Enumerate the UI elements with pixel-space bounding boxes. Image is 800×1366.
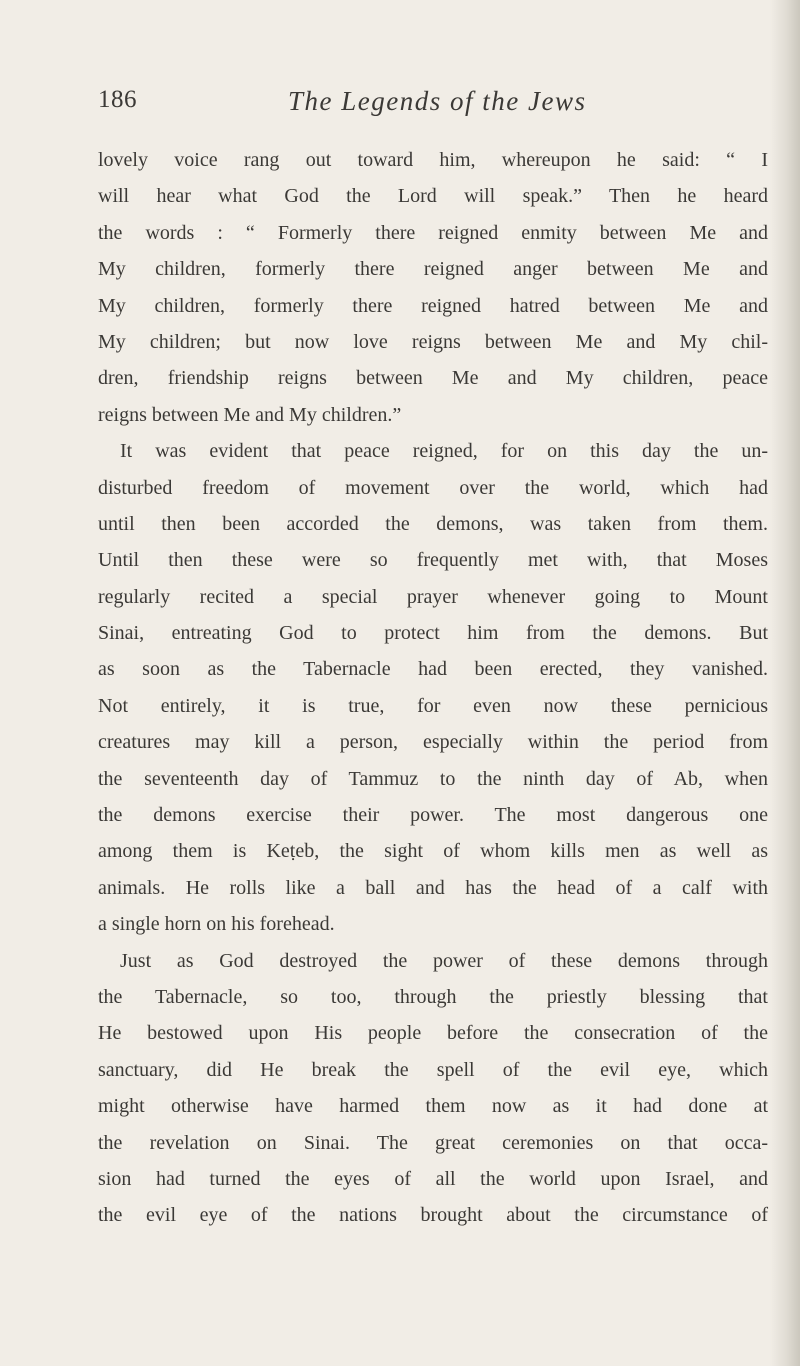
paragraph-start-line: It was evident that peace reigned, for on this day the un-	[120, 440, 768, 463]
text-line: dren, friendship reigns between Me and My children, peace	[98, 367, 768, 390]
text-line: as soon as the Tabernacle had been erected, they vanished.	[98, 658, 768, 681]
text-line: the demons exercise their power. The most dangerous one	[98, 804, 768, 827]
text-line: My children, formerly there reigned hatred between Me and	[98, 294, 768, 317]
body-text	[98, 142, 768, 1234]
text-line: Sinai, entreating God to protect him from the demons. But	[98, 622, 768, 645]
text-line: My children; but now love reigns between Me and My chil-	[98, 330, 768, 353]
text-line: My children, formerly there reigned anger between Me and	[98, 258, 768, 281]
text-line: sion had turned the eyes of all the world upon Israel, and	[98, 1167, 768, 1190]
text-line: disturbed freedom of movement over the world, which had	[98, 476, 768, 499]
text-line: sanctuary, did He break the spell of the evil eye, which	[98, 1058, 768, 1081]
text-line: the revelation on Sinai. The great ceremonies on that occa-	[98, 1131, 768, 1154]
page-number: 186	[98, 86, 137, 113]
text-line: the evil eye of the nations brought about the circumstance of	[98, 1204, 768, 1227]
text-line: regularly recited a special prayer whenever going to Mount	[98, 585, 768, 608]
text-line: the seventeenth day of Tammuz to the ninth day of Ab, when	[98, 767, 768, 790]
text-line: animals. He rolls like a ball and has the head of a calf with	[98, 876, 768, 899]
text-line: He bestowed upon His people before the consecration of the	[98, 1022, 768, 1045]
text-line: the words : “ Formerly there reigned enmity between Me and	[98, 221, 768, 244]
text-line: Not entirely, it is true, for even now these pernicious	[98, 694, 768, 717]
running-title: The Legends of the Jews	[288, 86, 587, 116]
text-line: among them is Keṭeb, the sight of whom kills men as well as	[98, 840, 768, 863]
text-line: lovely voice rang out toward him, whereupon he said: “ I	[98, 149, 768, 171]
paragraph-end-line: a single horn on his forehead.	[98, 913, 335, 936]
text-line: the Tabernacle, so too, through the priestly blessing that	[98, 985, 768, 1008]
paragraph-end-line: reigns between Me and My children.”	[98, 403, 402, 426]
paragraph-start-line: Just as God destroyed the power of these demons through	[120, 949, 768, 972]
page-header	[98, 86, 764, 126]
text-line: will hear what God the Lord will speak.” Then he heard	[98, 185, 768, 208]
text-line: creatures may kill a person, especially within the period from	[98, 731, 768, 754]
text-line: Until then these were so frequently met with, that Moses	[98, 549, 768, 572]
text-line: might otherwise have harmed them now as it had done at	[98, 1095, 768, 1118]
page-edge-shadow	[770, 0, 800, 1366]
text-line: until then been accorded the demons, was taken from them.	[98, 512, 768, 535]
